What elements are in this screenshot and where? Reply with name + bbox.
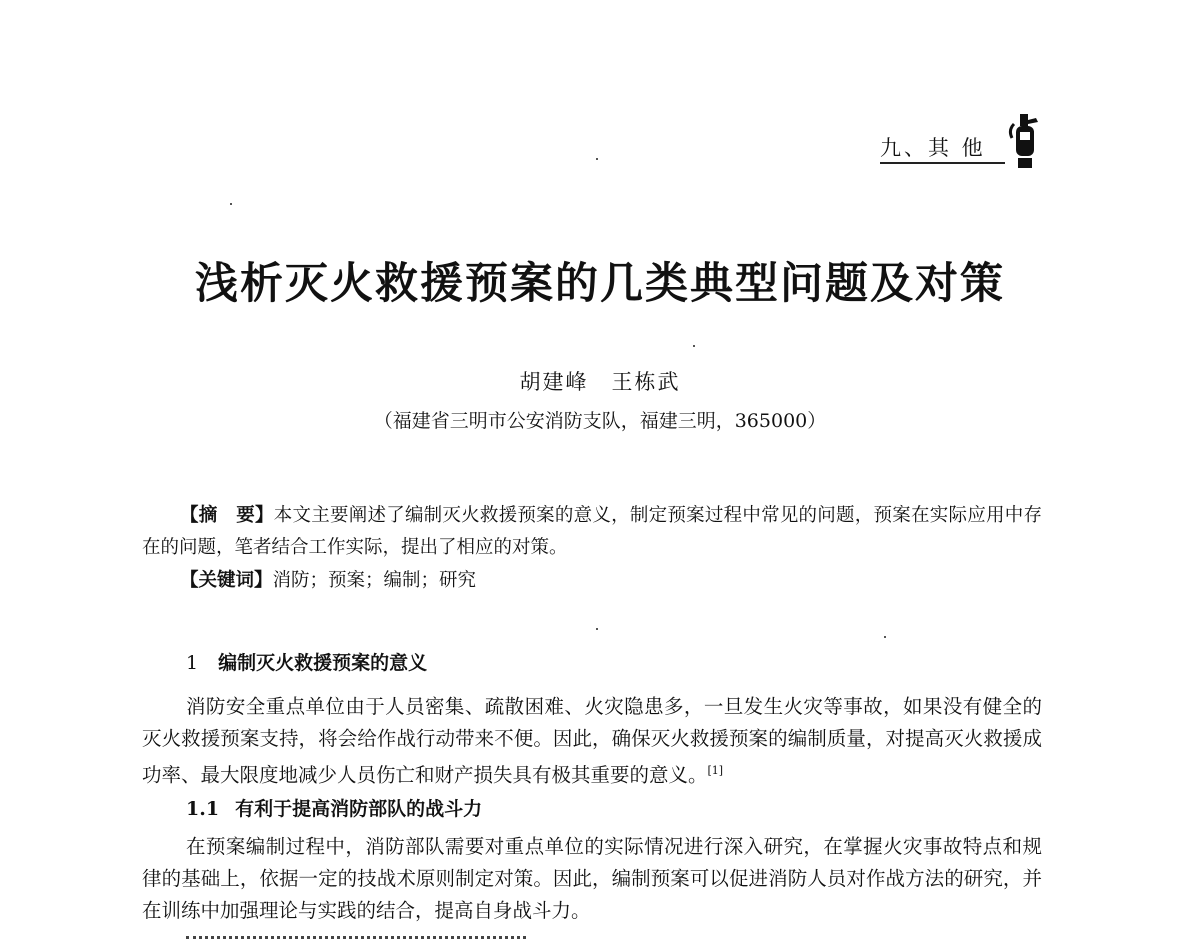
keywords-label: 【关键词】 [180,570,273,591]
scan-speck [596,158,598,160]
keywords [180,567,1040,595]
section-tag: 九、其 他 [880,134,1005,164]
section-number: 1 [186,652,199,674]
subsection-heading [186,794,482,821]
cut-off-line [186,930,526,941]
affiliation: （福建省三明市公安消防支队，福建三明，365000） [373,410,827,432]
subsection-paragraph: 在预案编制过程中，消防部队需要对重点单位的实际情况进行深入研究，在掌握火灾事故特点和规律的基础上，依据一定的技战术原则制定对策。因此，编制预案可以促进消防人员对作战方法的研究，并在训练中加强理论与实践的结合，提高自身战斗力。 [142,835,1042,922]
subsection-number: 1.1 [186,798,220,820]
scan-speck [230,203,232,205]
section-heading [186,648,427,675]
scan-speck [693,345,695,347]
section-paragraph [142,691,1042,792]
paragraph-text: 消防安全重点单位由于人员密集、疏散困难、火灾隐患多，一旦发生火灾等事故，如果没有健全的灭火救援预案支持，将会给作战行动带来不便。因此，确保灭火救援预案的编制质量，对提高灭火救援成功率、最大限度地减少人员伤亡和财产损失具有极其重要的意义。 [142,695,1042,787]
citation: [1] [707,764,724,777]
scan-speck [884,636,886,638]
subsection-title: 有利于提高消防部队的战斗力 [235,798,483,820]
authors: 胡建峰 王栋武 [519,370,681,394]
fire-extinguisher-icon [1006,112,1042,170]
scan-speck [596,628,598,630]
article-title: 浅析灭火救援预案的几类典型问题及对策 [195,259,1005,309]
abstract [142,500,1042,564]
section-title: 编制灭火救援预案的意义 [218,652,428,674]
abstract-text: 本文主要阐述了编制灭火救援预案的意义，制定预案过程中常见的问题，预案在实际应用中存在的问题，笔者结合工作实际，提出了相应的对策。 [142,505,1042,558]
abstract-label: 【摘 要】 [180,505,274,526]
keywords-text: 消防；预案；编制；研究 [272,570,477,591]
